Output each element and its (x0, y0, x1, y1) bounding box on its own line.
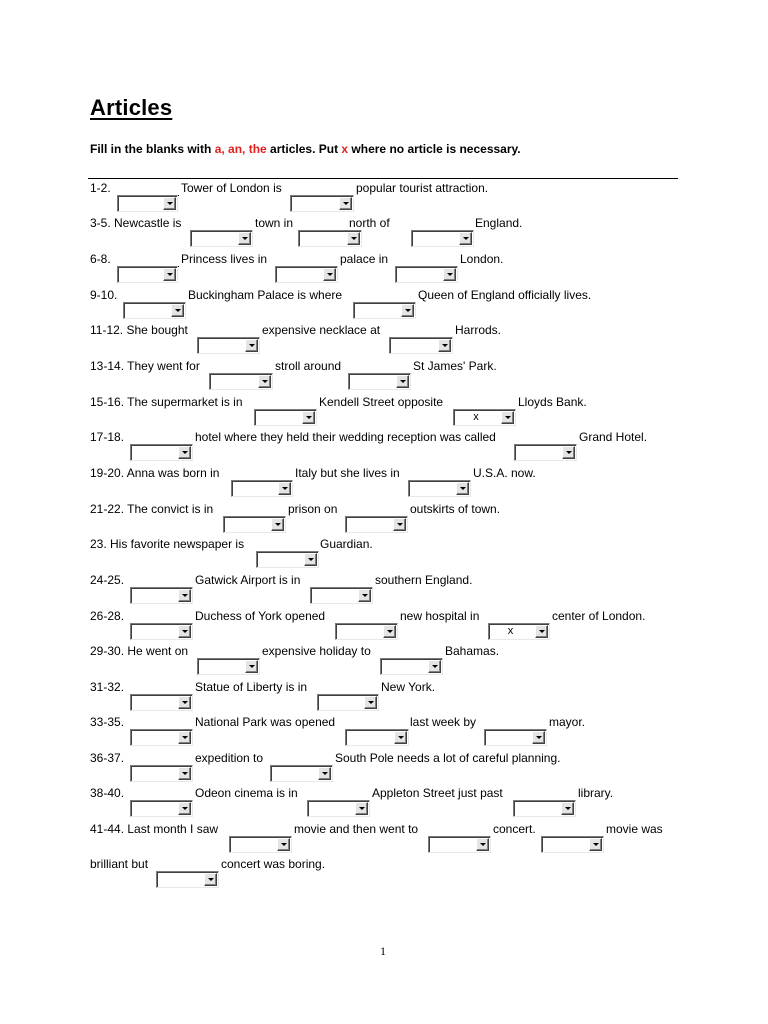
exercise-text: 3-5. Newcastle is (90, 216, 182, 230)
exercise-36-37 (90, 750, 678, 767)
exercise-text: expedition to (195, 751, 264, 765)
selected-article (131, 695, 175, 710)
exercise-text: 6-8. (90, 252, 111, 266)
dropdown-arrow-icon[interactable] (238, 232, 251, 245)
exercise-6-8 (90, 251, 678, 268)
dropdown-arrow-icon[interactable] (476, 838, 489, 851)
selected-article (257, 552, 301, 567)
dropdown-arrow-icon[interactable] (178, 802, 191, 815)
exercise-text: New York. (381, 680, 436, 694)
selected-article (485, 730, 529, 745)
exercise-text: outskirts of town. (410, 502, 501, 516)
article-dropdown[interactable] (209, 373, 273, 390)
selected-article (318, 695, 361, 710)
no-article-symbol: x (341, 142, 349, 156)
article-dropdown[interactable] (156, 871, 219, 888)
exercise-17-18 (90, 429, 678, 446)
selected-article (390, 338, 435, 353)
article-dropdown[interactable] (130, 623, 193, 640)
exercise-text: mayor. (549, 715, 586, 729)
exercise-text: Statue of Liberty is in (195, 680, 308, 694)
exercise-text: England. (475, 216, 523, 230)
selected-article (230, 837, 274, 852)
dropdown-arrow-icon[interactable] (401, 304, 414, 317)
dropdown-arrow-icon[interactable] (258, 375, 271, 388)
article-dropdown[interactable] (380, 658, 443, 675)
selected-article (349, 374, 393, 389)
exercise-13-14 (90, 358, 678, 375)
exercise-text: 33-35. (90, 715, 125, 729)
exercise-text: Queen of England officially lives. (418, 288, 592, 302)
exercise-text: 41-44. Last month I saw (90, 822, 219, 836)
exercise-text: Appleton Street just past (372, 786, 503, 800)
dropdown-arrow-icon[interactable] (443, 268, 456, 281)
dropdown-arrow-icon[interactable] (302, 411, 315, 424)
selected-article (381, 659, 425, 674)
dropdown-arrow-icon[interactable] (589, 838, 602, 851)
dropdown-arrow-icon[interactable] (178, 696, 191, 709)
selected-article (131, 801, 175, 816)
page-number: 1 (380, 944, 386, 958)
selected-article (346, 517, 390, 532)
selected-article (346, 730, 391, 745)
selected-article (336, 624, 380, 639)
dropdown-arrow-icon[interactable] (163, 197, 176, 210)
exercise-text: Odeon cinema is in (195, 786, 298, 800)
selected-article (131, 624, 175, 639)
selected-article (271, 766, 315, 781)
selected-article (118, 196, 160, 211)
article-dropdown[interactable] (117, 266, 178, 283)
selected-article (232, 481, 275, 496)
dropdown-arrow-icon[interactable] (394, 731, 407, 744)
exercise-text: South Pole needs a lot of careful planning. (335, 751, 561, 765)
selected-article (131, 445, 175, 460)
exercise-26-28 (90, 608, 678, 637)
article-dropdown[interactable] (130, 587, 193, 604)
article-dropdown[interactable] (117, 195, 178, 212)
exercise-text: Gatwick Airport is in (195, 573, 301, 587)
article-dropdown[interactable] (130, 765, 193, 782)
exercise-1-2 (90, 180, 678, 197)
article-dropdown[interactable] (130, 444, 193, 461)
exercise-text: Bahamas. (445, 644, 500, 658)
exercise-text: Buckingham Palace is where (188, 288, 343, 302)
exercise-text: 36-37. (90, 751, 125, 765)
exercise-text: 21-22. The convict is in (90, 502, 214, 516)
article-dropdown[interactable] (298, 230, 362, 247)
exercise-text: Grand Hotel. (579, 430, 648, 444)
article-dropdown[interactable] (514, 444, 577, 461)
exercise-text: stroll around (275, 359, 342, 373)
exercise-19-20 (90, 465, 678, 482)
dropdown-arrow-icon[interactable] (163, 268, 176, 281)
article-dropdown[interactable] (345, 516, 408, 533)
dropdown-arrow-icon[interactable] (562, 446, 575, 459)
dropdown-arrow-icon[interactable] (278, 482, 291, 495)
dropdown-arrow-icon[interactable] (428, 660, 441, 673)
exercise-23 (90, 536, 678, 553)
exercise-text: expensive necklace at (262, 323, 381, 337)
exercise-text: north of (349, 216, 390, 230)
article-dropdown[interactable] (130, 729, 193, 746)
article-dropdown[interactable] (345, 729, 409, 746)
exercise-text: brilliant but (90, 857, 149, 871)
selected-article (198, 338, 242, 353)
article-dropdown[interactable] (428, 836, 491, 853)
divider (88, 178, 678, 179)
article-dropdown[interactable] (197, 658, 260, 675)
exercise-text: 38-40. (90, 786, 125, 800)
dropdown-arrow-icon[interactable] (178, 625, 191, 638)
exercise-text: 23. His favorite newspaper is (90, 537, 245, 551)
exercise-text: U.S.A. now. (473, 466, 536, 480)
article-dropdown[interactable] (130, 694, 193, 711)
exercise-text: Kendell Street opposite (319, 395, 444, 409)
article-dropdown[interactable] (256, 551, 319, 568)
exercise-text: Tower of London is (181, 181, 282, 195)
article-dropdown[interactable] (290, 195, 354, 212)
selected-article (131, 766, 175, 781)
instructions-text: where no article is necessary. (348, 142, 521, 156)
dropdown-arrow-icon[interactable] (245, 660, 258, 673)
selected-article (124, 303, 168, 318)
dropdown-arrow-icon[interactable] (459, 232, 472, 245)
article-list: a, an, the (214, 142, 267, 156)
exercise-3-5 (90, 215, 678, 232)
exercise-text: town in (255, 216, 294, 230)
selected-article (276, 267, 320, 282)
selected-article (255, 410, 299, 425)
dropdown-arrow-icon[interactable] (204, 873, 217, 886)
exercise-text: 24-25. (90, 573, 125, 587)
exercise-41-44b (90, 856, 678, 873)
exercise-text: concert. (493, 822, 536, 836)
exercise-text: 29-30. He went on (90, 644, 189, 658)
article-dropdown[interactable] (130, 800, 193, 817)
selected-article (224, 517, 268, 532)
article-dropdown[interactable] (190, 230, 253, 247)
exercise-31-32 (90, 679, 678, 696)
selected-article (299, 231, 344, 246)
selected-article (311, 588, 355, 603)
exercise-text: 19-20. Anna was born in (90, 466, 220, 480)
dropdown-arrow-icon[interactable] (532, 731, 545, 744)
selected-article (308, 801, 352, 816)
selected-article (515, 445, 559, 460)
dropdown-arrow-icon[interactable] (561, 802, 574, 815)
article-dropdown[interactable] (223, 516, 286, 533)
instructions-text: Fill in the blanks with (90, 142, 215, 156)
selected-article (210, 374, 255, 389)
article-dropdown[interactable] (408, 480, 471, 497)
selected-article (412, 231, 456, 246)
dropdown-arrow-icon[interactable] (277, 838, 290, 851)
dropdown-arrow-icon[interactable] (323, 268, 336, 281)
article-dropdown[interactable] (254, 409, 317, 426)
exercise-text: 17-18. (90, 430, 125, 444)
exercise-text: palace in (340, 252, 389, 266)
article-dropdown[interactable] (123, 302, 186, 319)
article-dropdown[interactable] (317, 694, 379, 711)
exercise-text: 9-10. (90, 288, 118, 302)
exercise-11-12 (90, 322, 678, 339)
selected-article (157, 872, 201, 887)
selected-article (409, 481, 453, 496)
article-dropdown[interactable] (453, 409, 516, 426)
article-dropdown[interactable] (395, 266, 458, 283)
dropdown-arrow-icon[interactable] (178, 446, 191, 459)
exercise-15-16 (90, 394, 678, 423)
exercise-text: 15-16. The supermarket is in (90, 395, 243, 409)
exercise-text: movie was (606, 822, 663, 836)
exercise-text: 26-28. (90, 609, 125, 623)
selected-article (118, 267, 160, 282)
selected-article (198, 659, 242, 674)
selected-article (429, 837, 473, 852)
exercise-text: movie and then went to (294, 822, 419, 836)
dropdown-arrow-icon[interactable] (396, 375, 409, 388)
exercise-text: Harrods. (455, 323, 502, 337)
selected-article (131, 588, 175, 603)
exercise-text: expensive holiday to (262, 644, 371, 658)
instructions (90, 142, 521, 156)
dropdown-arrow-icon[interactable] (501, 411, 514, 424)
exercise-text: Guardian. (320, 537, 373, 551)
exercise-text: Duchess of York opened (195, 609, 326, 623)
dropdown-arrow-icon[interactable] (178, 767, 191, 780)
dropdown-arrow-icon[interactable] (318, 767, 331, 780)
exercise-text: new hospital in (400, 609, 480, 623)
article-dropdown[interactable] (231, 480, 293, 497)
article-dropdown[interactable] (310, 587, 373, 604)
exercise-text: Italy but she lives in (295, 466, 400, 480)
dropdown-arrow-icon[interactable] (355, 802, 368, 815)
dropdown-arrow-icon[interactable] (456, 482, 469, 495)
exercise-9-10 (90, 287, 678, 304)
exercise-text: library. (578, 786, 614, 800)
exercise-text: St James' Park. (413, 359, 497, 373)
exercise-text: last week by (410, 715, 477, 729)
exercise-text: 11-12. She bought (90, 323, 188, 337)
selected-article (291, 196, 336, 211)
exercise-text: southern England. (375, 573, 473, 587)
dropdown-arrow-icon[interactable] (339, 197, 352, 210)
dropdown-arrow-icon[interactable] (535, 625, 548, 638)
selected-article (354, 303, 398, 318)
exercise-text: popular tourist attraction. (356, 181, 489, 195)
exercise-text: concert was boring. (221, 857, 326, 871)
article-dropdown[interactable] (488, 623, 550, 640)
exercise-text: 1-2. (90, 181, 111, 195)
exercise-29-30 (90, 643, 678, 660)
page-title: Articles (90, 95, 173, 120)
exercise-text: hotel where they held their wedding reception was called (195, 430, 496, 444)
selected-article: x (507, 625, 514, 637)
exercise-text: prison on (288, 502, 338, 516)
selected-article: x (473, 411, 479, 423)
exercise-24-25 (90, 572, 678, 589)
exercise-text: London. (460, 252, 504, 266)
dropdown-arrow-icon[interactable] (383, 625, 396, 638)
article-dropdown[interactable] (411, 230, 474, 247)
dropdown-arrow-icon[interactable] (358, 589, 371, 602)
exercise-text: Princess lives in (181, 252, 268, 266)
dropdown-arrow-icon[interactable] (438, 339, 451, 352)
exercise-41-44a (90, 821, 678, 838)
instructions-text: articles. Put (266, 142, 342, 156)
article-dropdown[interactable] (270, 765, 333, 782)
dropdown-arrow-icon[interactable] (271, 518, 284, 531)
article-dropdown[interactable] (229, 836, 292, 853)
exercise-text: Lloyds Bank. (518, 395, 587, 409)
dropdown-arrow-icon[interactable] (347, 232, 360, 245)
article-dropdown[interactable] (513, 800, 576, 817)
selected-article (542, 837, 586, 852)
exercise-text: center of London. (552, 609, 646, 623)
article-dropdown[interactable] (307, 800, 370, 817)
dropdown-arrow-icon[interactable] (171, 304, 184, 317)
dropdown-arrow-icon[interactable] (364, 696, 377, 709)
article-dropdown[interactable] (389, 337, 453, 354)
dropdown-arrow-icon[interactable] (393, 518, 406, 531)
exercise-text: 13-14. They went for (90, 359, 200, 373)
article-dropdown[interactable] (275, 266, 338, 283)
article-dropdown[interactable] (484, 729, 547, 746)
selected-article (131, 730, 175, 745)
dropdown-arrow-icon[interactable] (178, 589, 191, 602)
exercise-text: National Park was opened (195, 715, 336, 729)
article-dropdown[interactable] (335, 623, 398, 640)
article-dropdown[interactable] (197, 337, 260, 354)
dropdown-arrow-icon[interactable] (178, 731, 191, 744)
exercise-21-22 (90, 501, 678, 518)
article-dropdown[interactable] (353, 302, 416, 319)
exercise-text: 31-32. (90, 680, 125, 694)
article-dropdown[interactable] (348, 373, 411, 390)
dropdown-arrow-icon[interactable] (245, 339, 258, 352)
selected-article (396, 267, 440, 282)
dropdown-arrow-icon[interactable] (304, 553, 317, 566)
selected-article (514, 801, 558, 816)
selected-article (191, 231, 235, 246)
article-dropdown[interactable] (541, 836, 604, 853)
exercise-38-40 (90, 785, 678, 802)
exercise-33-35 (90, 714, 678, 731)
